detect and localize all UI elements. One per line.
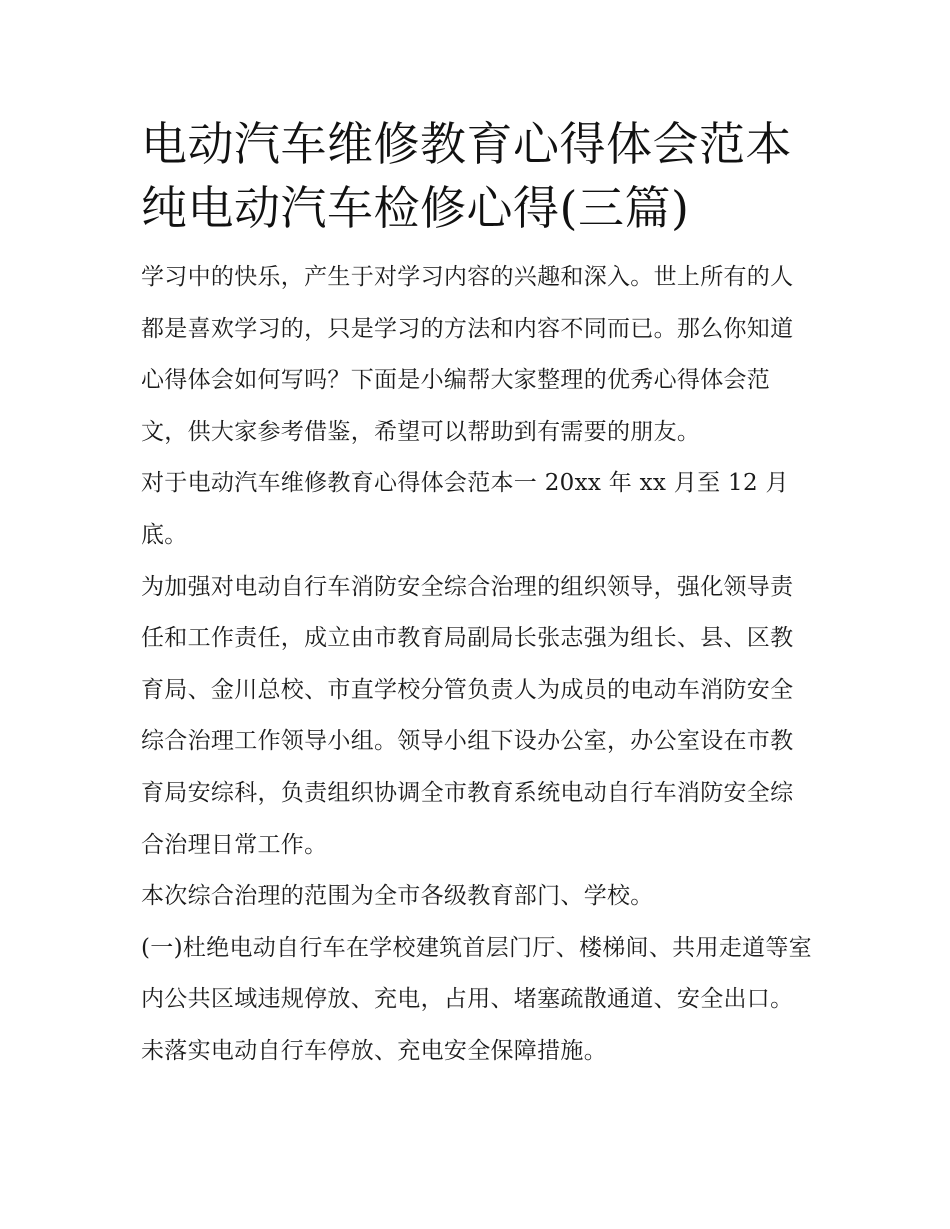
paragraph-intro: 学习中的快乐，产生于对学习内容的兴趣和深入。世上所有的人都是喜欢学习的，只是学习的方法和内容不同而已。那么你知道心得体会如何写吗？下面是小编帮大家整理的优秀心得体会范文，供大家参考借鉴，希望可以帮助到有需要的朋友。 (141, 264, 794, 445)
paragraph-item-1: (一)杜绝电动自行车在学校建筑首层门厅、楼梯间、共用走道等室内公共区域违规停放、充电，占用、堵塞疏散通道、安全出口。未落实电动自行车停放、充电安全保障措施。 (141, 934, 812, 1064)
document-page (141, 112, 813, 1078)
document-title: 电动汽车维修教育心得体会范本 纯电动汽车检修心得(三篇) (141, 117, 792, 235)
document-body (141, 252, 813, 1078)
paragraph-leadership: 为加强对电动自行车消防安全综合治理的组织领导，强化领导责任和工作责任，成立由市教育局副局长张志强为组长、县、区教育局、金川总校、市直学校分管负责人为成员的电动车消防安全综合治理工作领导小组。领导小组下设办公室，办公室设在市教育局安综科，负责组织协调全市教育系统电动自行车消防安全综合治理日常工作。 (141, 573, 794, 858)
paragraph-period: 对于电动汽车维修教育心得体会范本一 20xx 年 xx 月至 12 月底。 (141, 470, 789, 548)
paragraph-scope: 本次综合治理的范围为全市各级教育部门、学校。 (141, 883, 654, 910)
